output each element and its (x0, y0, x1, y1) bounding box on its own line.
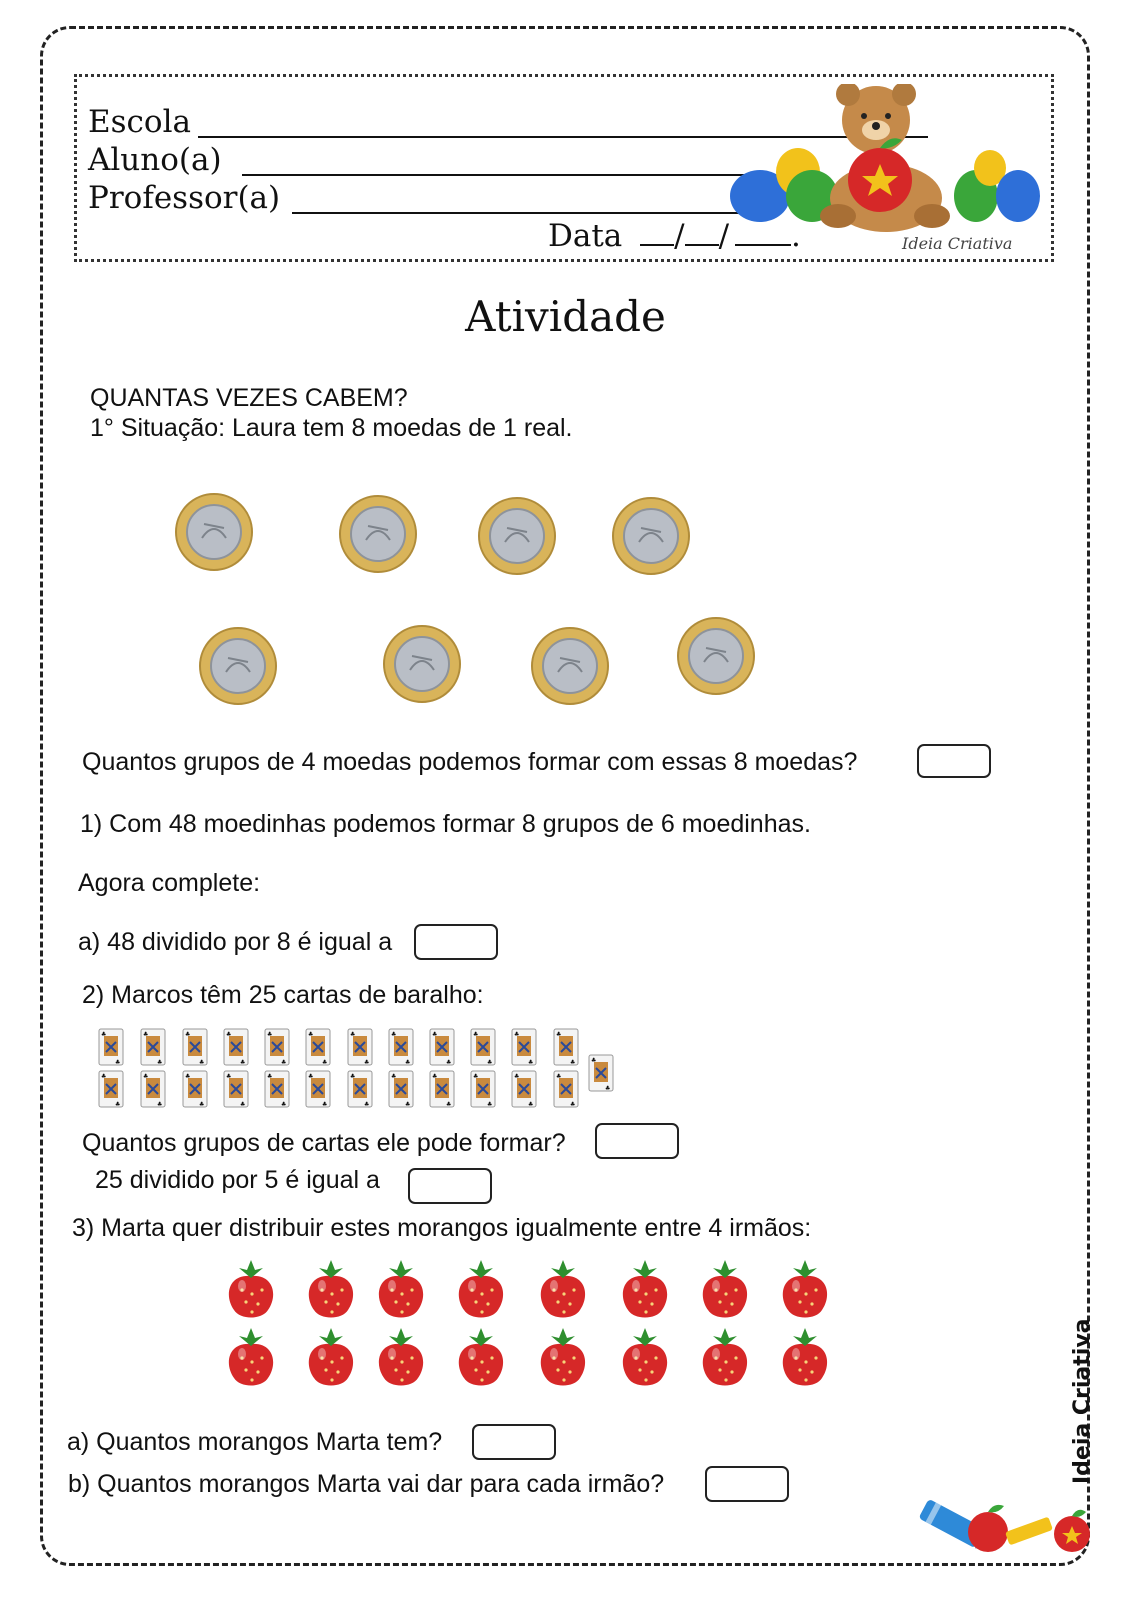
answer-box-3b[interactable] (705, 1466, 789, 1502)
groups-question: Quantos grupos de 4 moedas podemos formar com essas 8 moedas? (82, 748, 858, 776)
coin (676, 616, 756, 696)
student-line[interactable] (242, 174, 762, 176)
strawberry (452, 1258, 510, 1324)
playing-card (264, 1028, 290, 1066)
playing-card (182, 1028, 208, 1066)
playing-card (305, 1028, 331, 1066)
side-brand-text: Ideia Criativa (1070, 1318, 1095, 1484)
teacher-label: Professor(a) (88, 180, 281, 216)
playing-card (470, 1070, 496, 1108)
playing-card (388, 1028, 414, 1066)
strawberry (696, 1258, 754, 1324)
teacher-line[interactable] (292, 212, 742, 214)
date-month-blank[interactable] (685, 244, 719, 246)
strawberry (222, 1326, 280, 1392)
playing-card (553, 1070, 579, 1108)
strawberries-group (222, 1258, 842, 1398)
strawberry (616, 1258, 674, 1324)
playing-card (223, 1028, 249, 1066)
main-question: QUANTAS VEZES CABEM? (90, 384, 408, 412)
playing-card (388, 1070, 414, 1108)
playing-card (470, 1028, 496, 1066)
teddy-bear-letters-illustration (726, 84, 1044, 234)
coin (338, 494, 418, 574)
playing-card (347, 1028, 373, 1066)
playing-card (347, 1070, 373, 1108)
playing-card (511, 1028, 537, 1066)
item2-question: Quantos grupos de cartas ele pode formar? (82, 1129, 566, 1157)
playing-card (588, 1054, 614, 1092)
strawberry (302, 1326, 360, 1392)
strawberry (534, 1326, 592, 1392)
strawberry (302, 1258, 360, 1324)
strawberry (372, 1258, 430, 1324)
playing-card (429, 1028, 455, 1066)
playing-card (305, 1070, 331, 1108)
playing-card (140, 1070, 166, 1108)
date-day-blank[interactable] (640, 244, 674, 246)
answer-box-groups[interactable] (917, 744, 991, 778)
item2-text: 2) Marcos têm 25 cartas de baralho: (82, 981, 484, 1009)
item1-text: 1) Com 48 moedinhas podemos formar 8 grupos de 6 moedinhas. (80, 810, 811, 838)
strawberry (222, 1258, 280, 1324)
apple-icon (968, 1512, 1008, 1552)
playing-card (223, 1070, 249, 1108)
coin (198, 626, 278, 706)
brand-text: Ideia Criativa (902, 234, 1013, 253)
strawberry (696, 1326, 754, 1392)
student-label: Aluno(a) (88, 142, 222, 178)
coin (477, 496, 557, 576)
strawberry (452, 1326, 510, 1392)
strawberry (372, 1326, 430, 1392)
strawberry (776, 1326, 834, 1392)
playing-card (98, 1028, 124, 1066)
date-field: Data / / . (548, 218, 801, 254)
answer-box-2b[interactable] (408, 1168, 492, 1204)
coin (382, 624, 462, 704)
item2b-text: 25 dividido por 5 é igual a (95, 1166, 380, 1194)
strawberry (776, 1258, 834, 1324)
playing-card (429, 1070, 455, 1108)
coin (611, 496, 691, 576)
pencil-icon (1005, 1517, 1053, 1546)
playing-card (511, 1070, 537, 1108)
situation-text: 1° Situação: Laura tem 8 moedas de 1 real. (90, 414, 573, 442)
date-sep-1: / (674, 218, 685, 254)
number-blob-blue (996, 170, 1040, 222)
crayon-apples-illustration (906, 1488, 1096, 1558)
playing-card (182, 1070, 208, 1108)
playing-card (140, 1028, 166, 1066)
item3a-text: a) Quantos morangos Marta tem? (67, 1428, 443, 1456)
strawberry (534, 1258, 592, 1324)
coin (530, 626, 610, 706)
strawberry (616, 1326, 674, 1392)
playing-card (264, 1070, 290, 1108)
coin (174, 492, 254, 572)
item1a-text: a) 48 dividido por 8 é igual a (78, 928, 393, 956)
complete-label: Agora complete: (78, 869, 261, 897)
school-label: Escola (88, 104, 191, 140)
page-title: Atividade (465, 292, 666, 341)
date-year-blank[interactable] (735, 244, 791, 246)
playing-card (553, 1028, 579, 1066)
playing-card (98, 1070, 124, 1108)
date-label: Data (548, 218, 623, 254)
answer-box-3a[interactable] (472, 1424, 556, 1460)
item3-text: 3) Marta quer distribuir estes morangos igualmente entre 4 irmãos: (72, 1214, 812, 1242)
item3b-text: b) Quantos morangos Marta vai dar para cada irmão? (68, 1470, 665, 1498)
cards-group (98, 1028, 618, 1112)
answer-box-2a[interactable] (595, 1123, 679, 1159)
date-sep-2: / (718, 218, 730, 254)
answer-box-1a[interactable] (414, 924, 498, 960)
